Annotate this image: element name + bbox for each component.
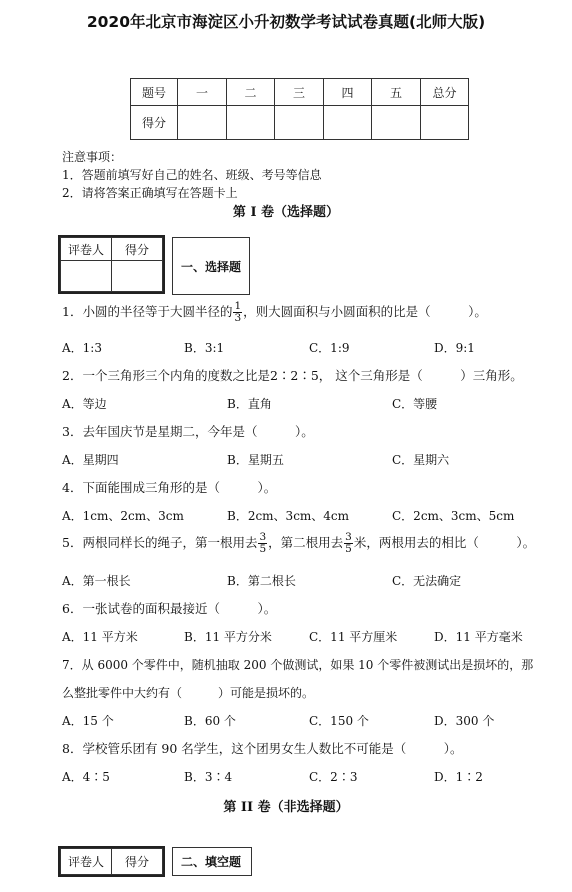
question-7-continued: 么整批零件中大约有（ ）可能是损坏的。 (62, 686, 315, 700)
note-item: 1．答题前填写好自己的姓名、班级、考号等信息 (62, 168, 322, 182)
option-a[interactable]: A．4∶5 (62, 770, 110, 784)
part2-title: 第 II 卷（非选择题） (223, 800, 349, 815)
option-d[interactable]: D．1∶2 (434, 770, 483, 784)
question-4: 4．下面能围成三角形的是（ ）。 (62, 480, 277, 495)
score-header-cell: 总分 (421, 79, 469, 106)
score-row-label: 得分 (131, 106, 178, 140)
grader-table (60, 237, 163, 292)
option-a[interactable]: A．1cm、2cm、3cm (62, 509, 184, 523)
section-heading-fill: 二、填空题 (172, 847, 252, 876)
option-b[interactable]: B．星期五 (227, 453, 284, 467)
question-8: 8．学校管乐团有 90 名学生，这个团男女生人数比不可能是（ ）。 (62, 741, 463, 756)
option-d[interactable]: D．300 个 (434, 714, 495, 728)
question-1 (62, 301, 487, 324)
option-a[interactable]: A．11 平方米 (62, 630, 138, 644)
option-c[interactable]: C．2∶3 (309, 770, 358, 784)
option-c[interactable]: C．150 个 (309, 714, 369, 728)
score-header-cell: 五 (372, 79, 421, 106)
note-item: 2．请将答案正确填写在答题卡上 (62, 186, 238, 200)
score-cell[interactable] (324, 106, 372, 140)
score-header-cell: 题号 (131, 79, 178, 106)
question-text: ，第二根用去 (268, 535, 344, 550)
score-table-score-row (131, 106, 469, 140)
fraction: $\frac{3}{5}$ (345, 531, 352, 555)
fraction: $\frac{1}{3}$ (234, 300, 242, 324)
question-text: 1．小圆的半径等于大圆半径的 (62, 304, 233, 319)
reviewer-label: 评卷人 (61, 849, 112, 875)
grader-box-part1 (58, 235, 165, 294)
part1-title: 第 I 卷（选择题） (232, 205, 340, 220)
option-b[interactable]: B．60 个 (184, 714, 236, 728)
question-3: 3．去年国庆节是星期二，今年是（ ）。 (62, 424, 314, 439)
question-6: 6．一张试卷的面积最接近（ ）。 (62, 601, 277, 616)
score-cell[interactable] (178, 106, 227, 140)
question-5 (62, 532, 535, 555)
score-table (130, 78, 469, 140)
score-cell[interactable] (227, 106, 275, 140)
option-b[interactable]: B．3∶4 (184, 770, 233, 784)
question-text: ，则大圆面积与小圆面积的比是（ ）。 (243, 304, 487, 319)
option-c[interactable]: C．2cm、3cm、5cm (392, 509, 515, 523)
option-a[interactable]: A．第一根长 (62, 574, 131, 588)
option-d[interactable]: D．9:1 (434, 341, 475, 355)
option-d[interactable]: D．11 平方毫米 (434, 630, 523, 644)
section-heading-choice: 一、选择题 (172, 237, 250, 295)
option-c[interactable]: C．无法确定 (392, 574, 462, 588)
grader-box-part2 (58, 846, 165, 877)
grader-score-label: 得分 (112, 238, 163, 261)
option-a[interactable]: A．1:3 (62, 341, 102, 355)
option-a[interactable]: A．星期四 (62, 453, 119, 467)
grader-score-cell[interactable] (112, 261, 163, 292)
reviewer-label: 评卷人 (61, 238, 112, 261)
question-2: 2．一个三角形三个内角的度数之比是2∶2∶5， 这个三角形是（ ）三角形。 (62, 368, 523, 383)
score-cell[interactable] (372, 106, 421, 140)
option-b[interactable]: B．第二根长 (227, 574, 296, 588)
question-7: 7．从 6000 个零件中，随机抽取 200 个做测试，如果 10 个零件被测试出是损坏的，那 (62, 658, 534, 672)
score-header-cell: 一 (178, 79, 227, 106)
option-a[interactable]: A．等边 (62, 397, 107, 411)
score-cell[interactable] (421, 106, 469, 140)
document-title: 2020年北京市海淀区小升初数学考试试卷真题(北师大版) (86, 13, 486, 31)
score-header-cell: 三 (275, 79, 324, 106)
option-c[interactable]: C．11 平方厘米 (309, 630, 398, 644)
option-b[interactable]: B．2cm、3cm、4cm (227, 509, 350, 523)
option-c[interactable]: C．星期六 (392, 453, 450, 467)
option-b[interactable]: B．11 平方分米 (184, 630, 272, 644)
grader-table (60, 848, 163, 875)
score-header-cell: 四 (324, 79, 372, 106)
fraction: $\frac{3}{5}$ (259, 531, 267, 555)
grader-score-label: 得分 (112, 849, 163, 875)
question-text: 5．两根同样长的绳子，第一根用去 (62, 535, 258, 550)
option-a[interactable]: A．15 个 (62, 714, 114, 728)
score-cell[interactable] (275, 106, 324, 140)
notes-heading: 注意事项： (62, 150, 123, 164)
option-c[interactable]: C．1:9 (309, 341, 350, 355)
option-b[interactable]: B．3:1 (184, 341, 225, 355)
reviewer-cell[interactable] (61, 261, 112, 292)
score-header-cell: 二 (227, 79, 275, 106)
question-text: 米，两根用去的相比（ ）。 (353, 535, 536, 550)
score-table-header-row (131, 79, 469, 106)
option-c[interactable]: C．等腰 (392, 397, 438, 411)
option-b[interactable]: B．直角 (227, 397, 272, 411)
